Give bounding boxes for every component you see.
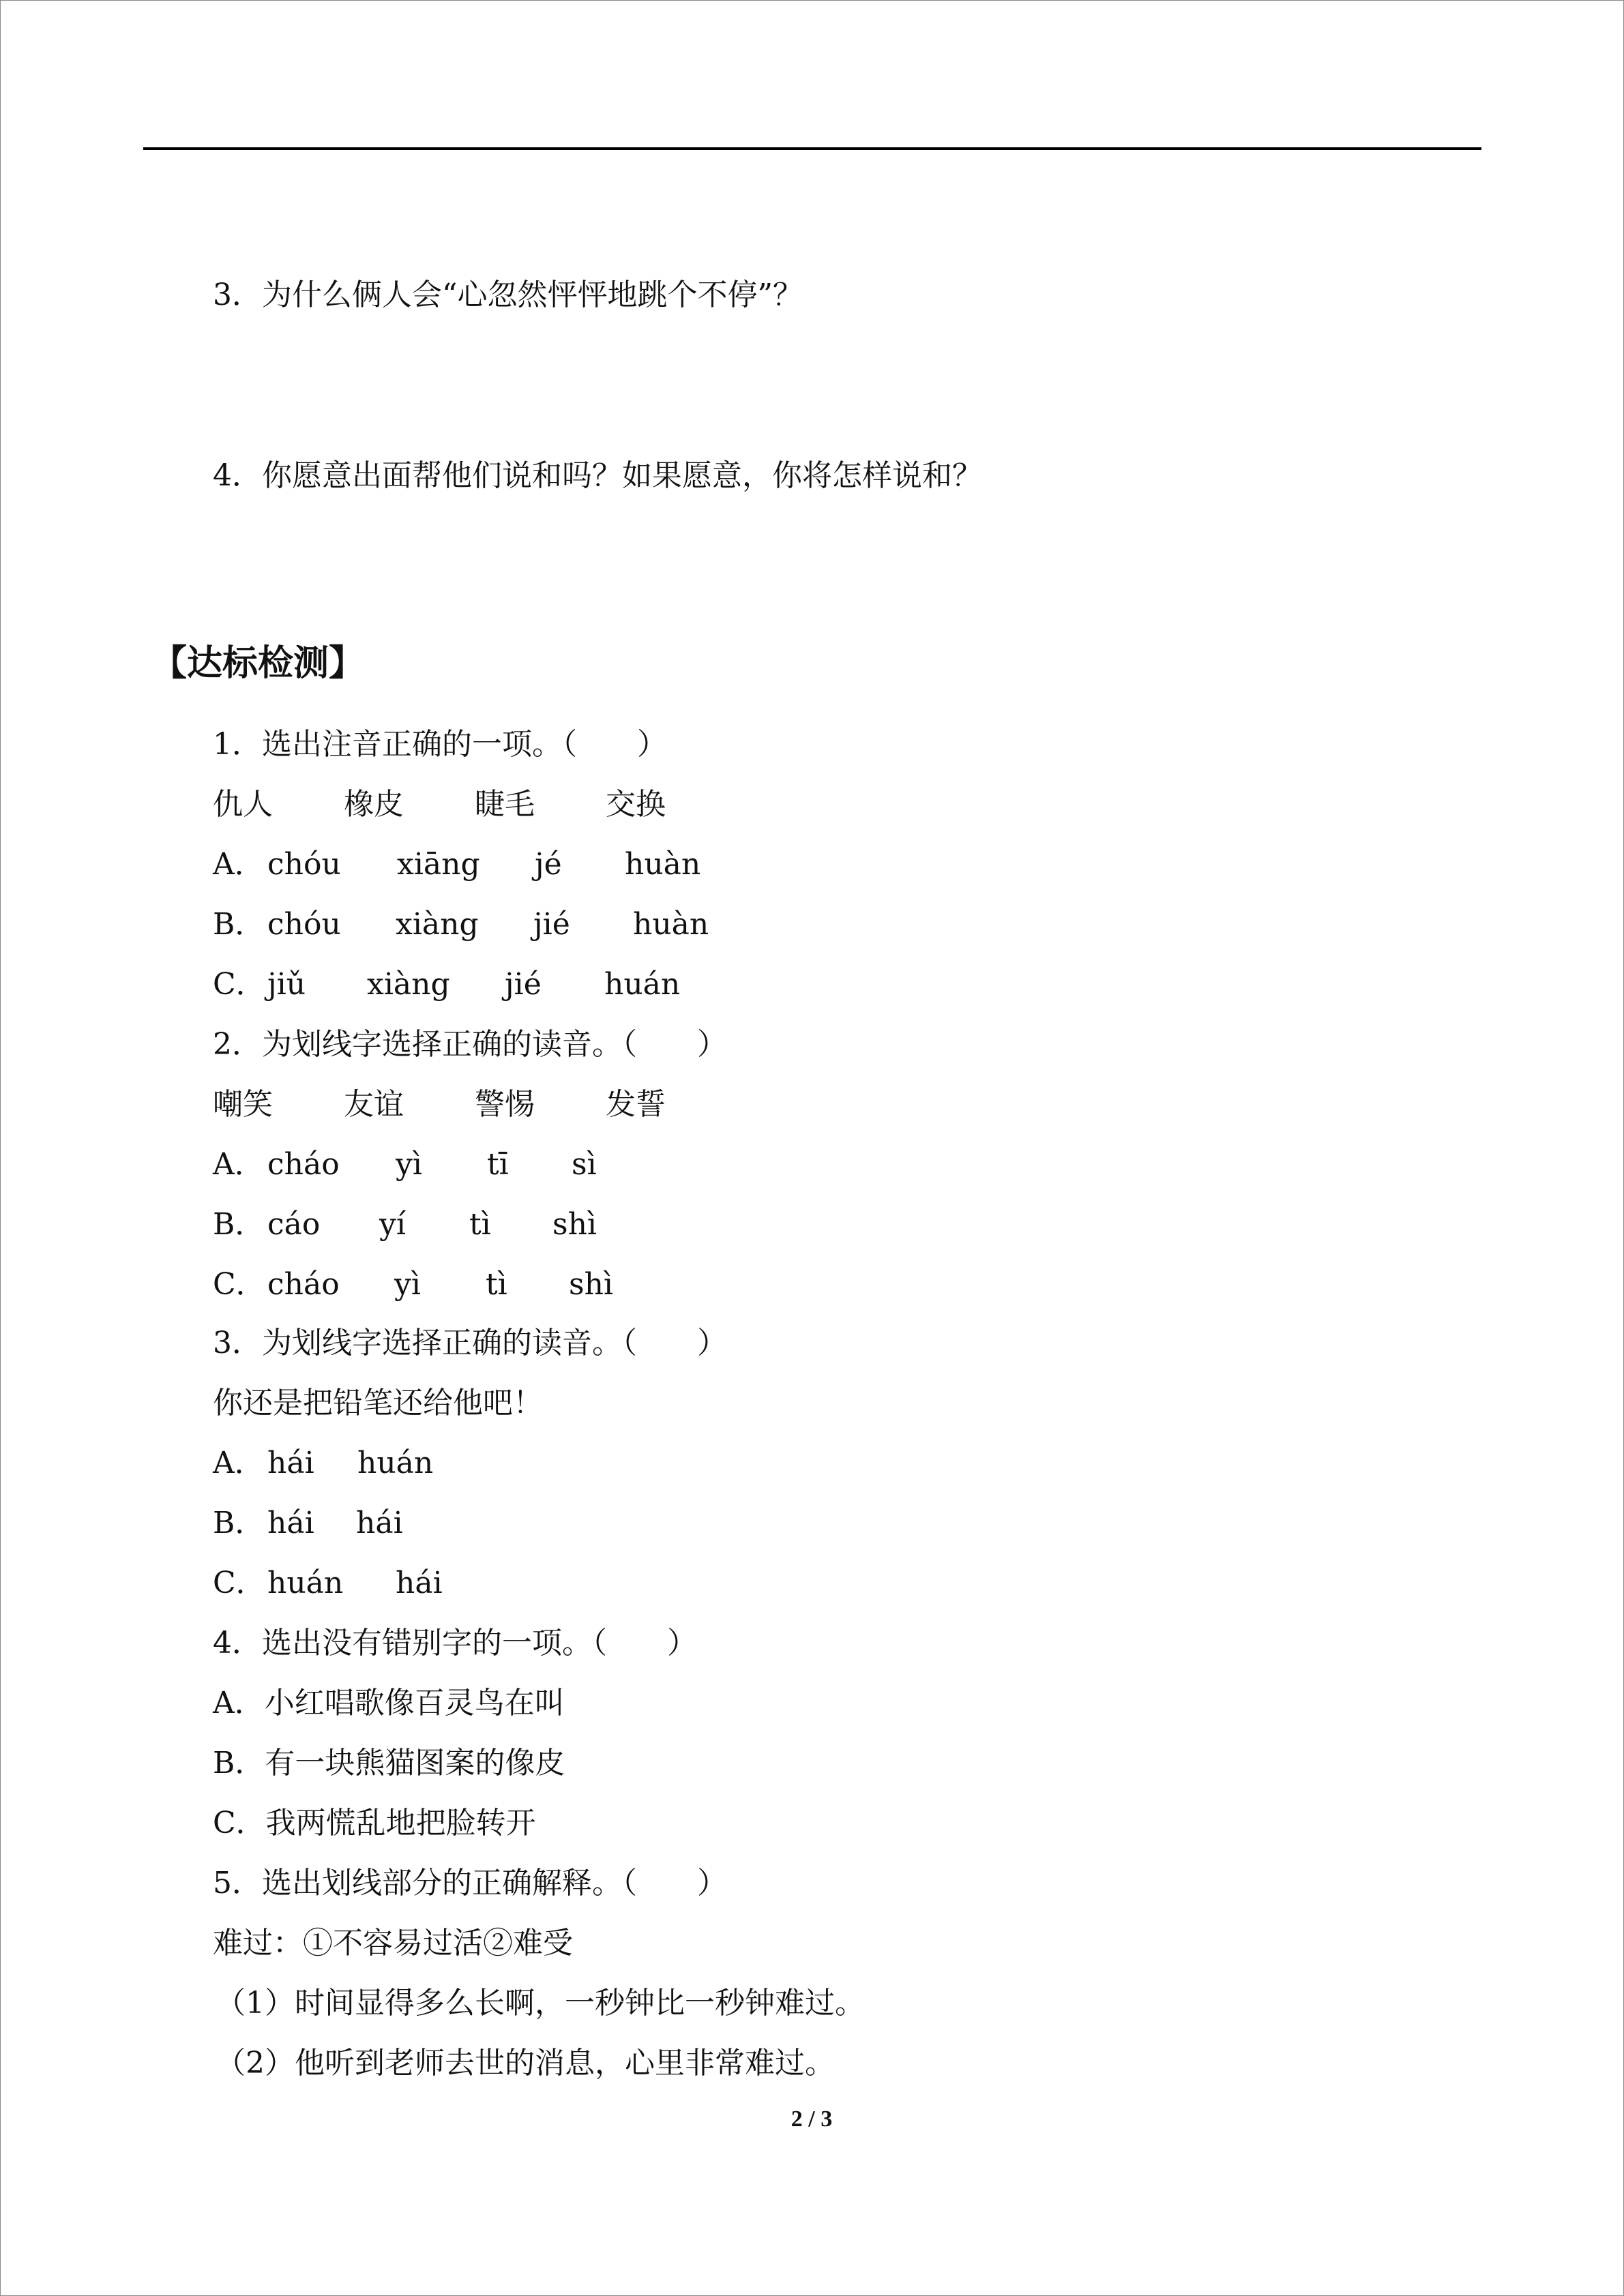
test-q1-option-item: xiàng: [396, 907, 479, 942]
test-q3-option-item: huán: [357, 1446, 434, 1480]
test-q3-option-label: C．: [213, 1566, 266, 1600]
test-q1-word: 交换: [606, 787, 666, 822]
test-q1-stem: 1．选出注音正确的一项。（ ）: [213, 727, 667, 762]
test-q2-option-item: tì: [469, 1207, 491, 1242]
test-q1-option-item: chóu: [267, 907, 341, 942]
test-q2-word: 友谊: [344, 1087, 404, 1122]
test-q2-option-item: cháo: [267, 1147, 340, 1182]
test-q1-word: 睫毛: [475, 787, 535, 822]
test-q2-option-label: A．: [213, 1147, 265, 1182]
test-q1-option-item: huàn: [625, 847, 701, 882]
test-q1-option-item: jé: [535, 847, 562, 882]
test-q3-option-item: hái: [356, 1506, 403, 1540]
test-q3-option-item: hái: [267, 1506, 314, 1540]
test-q1-option-item: huàn: [633, 907, 709, 942]
test-q1-option-item: chóu: [267, 847, 341, 882]
test-q2-option-item: shì: [552, 1207, 597, 1242]
test-q5-definition: 难过：①不容易过活②难受: [213, 1926, 573, 1960]
test-q2-option-item: yí: [379, 1207, 406, 1242]
test-q2-option-label: B．: [213, 1207, 265, 1242]
test-q4-option: B．有一块熊猫图案的像皮: [213, 1746, 565, 1780]
test-q3-option-item: huán: [267, 1566, 344, 1600]
test-q2-option-item: tī: [487, 1147, 509, 1182]
test-q4-option: A．小红唱歌像百灵鸟在叫: [213, 1686, 565, 1720]
test-q5-sentence: （1）时间显得多么长啊，一秒钟比一秒钟难过。: [216, 1986, 865, 2021]
test-q2-word: 嘲笑: [213, 1087, 273, 1122]
test-q1-word: 橡皮: [344, 787, 404, 822]
question-3-top: 3．为什么俩人会“心忽然怦怦地跳个不停”？: [213, 278, 803, 312]
test-q1-option-label: A．: [213, 847, 265, 882]
test-q4-stem: 4．选出没有错别字的一项。（ ）: [213, 1626, 697, 1660]
test-q5-sentence: （2）他听到老师去世的消息，心里非常难过。: [216, 2046, 835, 2081]
test-q2-option-label: C．: [213, 1267, 266, 1302]
test-q3-option-label: B．: [213, 1506, 265, 1540]
test-q2-option-item: yì: [394, 1267, 421, 1302]
test-q2-stem: 2．为划线字选择正确的读音。（ ）: [213, 1027, 727, 1062]
test-q2-word: 警惕: [475, 1087, 535, 1122]
test-q1-option-item: xiāng: [397, 847, 480, 882]
test-q2-option-item: shì: [569, 1267, 613, 1302]
test-q3-option-item: hái: [396, 1566, 443, 1600]
section-title: 【达标检测】: [151, 643, 365, 684]
test-q1-option-item: huán: [604, 967, 681, 1002]
test-q2-word: 发誓: [606, 1087, 666, 1122]
test-q3-option-item: hái: [267, 1446, 314, 1480]
test-q1-option-item: jié: [505, 967, 542, 1002]
test-q2-option-item: sì: [572, 1147, 597, 1182]
test-q3-sentence: 你还是把铅笔还给他吧！: [213, 1386, 543, 1420]
test-q1-option-label: B．: [213, 907, 265, 942]
test-q1-option-item: xiàng: [367, 967, 450, 1002]
header-rule: [143, 147, 1481, 150]
test-q2-option-item: yì: [396, 1147, 422, 1182]
test-q2-option-item: cháo: [267, 1267, 340, 1302]
test-q3-stem: 3．为划线字选择正确的读音。（ ）: [213, 1326, 727, 1360]
test-q1-option-item: jiǔ: [267, 967, 306, 1002]
test-q3-option-label: A．: [213, 1446, 265, 1480]
test-q1-option-label: C．: [213, 967, 266, 1002]
test-q2-option-item: cáo: [267, 1207, 321, 1242]
question-4-top: 4．你愿意出面帮他们说和吗？如果愿意，你将怎样说和？: [213, 458, 982, 493]
test-q4-option: C．我两慌乱地把脸转开: [213, 1806, 536, 1840]
test-q1-option-item: jié: [533, 907, 570, 942]
test-q2-option-item: tì: [486, 1267, 507, 1302]
page-number: 2 / 3: [791, 2106, 833, 2132]
test-q5-stem: 5．选出划线部分的正确解释。（ ）: [213, 1866, 727, 1900]
test-q1-word: 仇人: [213, 787, 273, 822]
